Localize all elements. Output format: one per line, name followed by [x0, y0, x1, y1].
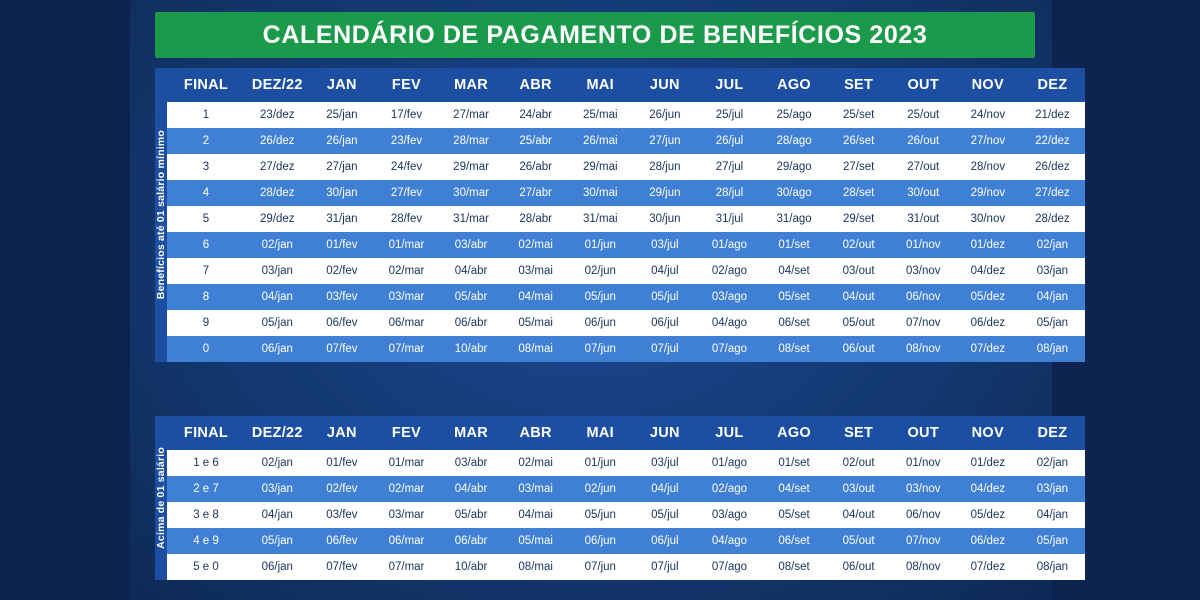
- row-final-digit: 3: [167, 154, 245, 180]
- payment-date-cell: 03/mar: [374, 502, 439, 528]
- payment-date-cell: 06/jun: [568, 528, 633, 554]
- payment-date-cell: 03/jan: [1020, 258, 1085, 284]
- payment-date-cell: 30/out: [891, 180, 956, 206]
- benefits-table-panel-1: [155, 68, 1070, 362]
- payment-date-cell: 03/mai: [503, 258, 568, 284]
- payment-date-cell: 06/jan: [245, 336, 310, 362]
- payment-date-cell: 01/fev: [310, 232, 375, 258]
- payment-date-cell: 02/jan: [245, 450, 310, 476]
- payment-date-cell: 28/fev: [374, 206, 439, 232]
- column-header: JUN: [633, 416, 698, 450]
- payment-date-cell: 25/mai: [568, 102, 633, 128]
- payment-date-cell: 05/out: [826, 528, 891, 554]
- payment-date-cell: 01/set: [762, 232, 827, 258]
- table-row: [167, 232, 1085, 258]
- payment-date-cell: 03/abr: [439, 450, 504, 476]
- payment-date-cell: 31/ago: [762, 206, 827, 232]
- payment-date-cell: 03/ago: [697, 502, 762, 528]
- table-row: [167, 206, 1085, 232]
- payment-date-cell: 02/fev: [310, 476, 375, 502]
- column-header: MAR: [439, 416, 504, 450]
- payment-date-cell: 01/ago: [697, 450, 762, 476]
- table-row: [167, 180, 1085, 206]
- payment-date-cell: 07/jul: [633, 336, 698, 362]
- payment-date-cell: 06/fev: [310, 310, 375, 336]
- column-header: MAI: [568, 68, 633, 102]
- payment-date-cell: 30/mar: [439, 180, 504, 206]
- payment-date-cell: 07/jun: [568, 336, 633, 362]
- table-row: [167, 502, 1085, 528]
- payment-date-cell: 01/set: [762, 450, 827, 476]
- payment-date-cell: 29/ago: [762, 154, 827, 180]
- payment-date-cell: 28/jun: [633, 154, 698, 180]
- payment-date-cell: 01/mar: [374, 450, 439, 476]
- table-row: [167, 102, 1085, 128]
- payment-date-cell: 28/abr: [503, 206, 568, 232]
- payment-date-cell: 07/nov: [891, 310, 956, 336]
- payment-date-cell: 01/dez: [956, 232, 1021, 258]
- payment-date-cell: 04/jan: [245, 502, 310, 528]
- payment-date-cell: 05/jul: [633, 284, 698, 310]
- table-row: [167, 154, 1085, 180]
- payment-date-cell: 28/dez: [245, 180, 310, 206]
- payment-date-cell: 04/mai: [503, 502, 568, 528]
- payment-date-cell: 02/ago: [697, 476, 762, 502]
- payment-date-cell: 06/abr: [439, 528, 504, 554]
- payment-date-cell: 28/set: [826, 180, 891, 206]
- payment-date-cell: 29/nov: [956, 180, 1021, 206]
- payment-date-cell: 07/fev: [310, 336, 375, 362]
- payment-date-cell: 05/jan: [1020, 528, 1085, 554]
- row-final-digit: 4: [167, 180, 245, 206]
- payment-date-cell: 10/abr: [439, 554, 504, 580]
- payment-date-cell: 05/jan: [1020, 310, 1085, 336]
- table-row: [167, 310, 1085, 336]
- payment-date-cell: 05/out: [826, 310, 891, 336]
- payment-date-cell: 26/jul: [697, 128, 762, 154]
- payment-date-cell: 08/nov: [891, 554, 956, 580]
- payment-date-cell: 02/ago: [697, 258, 762, 284]
- payment-date-cell: 04/jan: [1020, 502, 1085, 528]
- column-header: FINAL: [167, 416, 245, 450]
- payment-date-cell: 25/out: [891, 102, 956, 128]
- payment-date-cell: 30/ago: [762, 180, 827, 206]
- payment-date-cell: 04/out: [826, 502, 891, 528]
- payment-date-cell: 23/dez: [245, 102, 310, 128]
- payment-date-cell: 26/mai: [568, 128, 633, 154]
- payment-date-cell: 06/set: [762, 310, 827, 336]
- row-final-digit: 1 e 6: [167, 450, 245, 476]
- side-label-2: [155, 416, 167, 580]
- payment-date-cell: 07/ago: [697, 554, 762, 580]
- payment-date-cell: 31/out: [891, 206, 956, 232]
- payment-date-cell: 08/jan: [1020, 336, 1085, 362]
- payment-date-cell: 08/mai: [503, 554, 568, 580]
- payment-date-cell: 07/jun: [568, 554, 633, 580]
- payment-date-cell: 29/mai: [568, 154, 633, 180]
- payment-date-cell: 02/mar: [374, 258, 439, 284]
- table-2-head: [167, 416, 1085, 450]
- payment-date-cell: 26/out: [891, 128, 956, 154]
- payment-date-cell: 08/set: [762, 554, 827, 580]
- payment-date-cell: 01/nov: [891, 450, 956, 476]
- payment-date-cell: 06/fev: [310, 528, 375, 554]
- payment-date-cell: 29/dez: [245, 206, 310, 232]
- payment-date-cell: 26/set: [826, 128, 891, 154]
- payment-date-cell: 24/fev: [374, 154, 439, 180]
- table-1-body: [167, 102, 1085, 362]
- payment-date-cell: 07/fev: [310, 554, 375, 580]
- payment-date-cell: 08/jan: [1020, 554, 1085, 580]
- payment-date-cell: 07/dez: [956, 554, 1021, 580]
- payment-date-cell: 06/dez: [956, 528, 1021, 554]
- payment-date-cell: 03/jul: [633, 232, 698, 258]
- payment-date-cell: 05/jul: [633, 502, 698, 528]
- payment-date-cell: 02/mai: [503, 232, 568, 258]
- column-header: FEV: [374, 416, 439, 450]
- payment-date-cell: 27/mar: [439, 102, 504, 128]
- column-header: ABR: [503, 416, 568, 450]
- payment-date-cell: 04/set: [762, 476, 827, 502]
- row-final-digit: 5 e 0: [167, 554, 245, 580]
- column-header: SET: [826, 416, 891, 450]
- payment-date-cell: 26/jan: [310, 128, 375, 154]
- payment-date-cell: 27/jun: [633, 128, 698, 154]
- payment-date-cell: 03/jan: [245, 476, 310, 502]
- column-header: OUT: [891, 68, 956, 102]
- payment-date-cell: 06/out: [826, 336, 891, 362]
- payment-date-cell: 06/nov: [891, 502, 956, 528]
- row-final-digit: 4 e 9: [167, 528, 245, 554]
- row-final-digit: 3 e 8: [167, 502, 245, 528]
- payment-date-cell: 07/mar: [374, 336, 439, 362]
- payment-date-cell: 02/jan: [1020, 232, 1085, 258]
- row-final-digit: 5: [167, 206, 245, 232]
- column-header: MAR: [439, 68, 504, 102]
- payment-date-cell: 03/nov: [891, 258, 956, 284]
- column-header: FEV: [374, 68, 439, 102]
- payment-date-cell: 03/mar: [374, 284, 439, 310]
- payment-date-cell: 26/dez: [1020, 154, 1085, 180]
- table-row: [167, 528, 1085, 554]
- side-label-1-text: Benefícios até 01 salário mínimo: [155, 130, 167, 300]
- payment-date-cell: 28/mar: [439, 128, 504, 154]
- payment-date-cell: 30/jun: [633, 206, 698, 232]
- payment-date-cell: 23/fev: [374, 128, 439, 154]
- benefits-table-panel-2: [155, 416, 1069, 580]
- table-row: [167, 554, 1085, 580]
- payment-date-cell: 04/ago: [697, 310, 762, 336]
- column-header: SET: [826, 68, 891, 102]
- payment-date-cell: 26/abr: [503, 154, 568, 180]
- payment-date-cell: 06/jan: [245, 554, 310, 580]
- payment-date-cell: 28/jul: [697, 180, 762, 206]
- left-rail: [0, 0, 130, 600]
- payment-date-cell: 25/jan: [310, 102, 375, 128]
- payment-date-cell: 05/jan: [245, 310, 310, 336]
- payment-date-cell: 02/out: [826, 450, 891, 476]
- page-title: CALENDÁRIO DE PAGAMENTO DE BENEFÍCIOS 2023: [262, 20, 928, 49]
- payment-date-cell: 05/set: [762, 284, 827, 310]
- payment-date-cell: 05/mai: [503, 528, 568, 554]
- payment-date-cell: 05/dez: [956, 502, 1021, 528]
- payment-date-cell: 05/abr: [439, 502, 504, 528]
- payment-date-cell: 07/nov: [891, 528, 956, 554]
- payment-date-cell: 02/jan: [1020, 450, 1085, 476]
- payment-date-cell: 24/abr: [503, 102, 568, 128]
- table-row: [167, 128, 1085, 154]
- payment-date-cell: 08/set: [762, 336, 827, 362]
- payment-date-cell: 04/mai: [503, 284, 568, 310]
- payment-date-cell: 03/out: [826, 258, 891, 284]
- payment-date-cell: 25/abr: [503, 128, 568, 154]
- row-final-digit: 9: [167, 310, 245, 336]
- payment-table-2: [167, 416, 1085, 580]
- column-header: NOV: [956, 416, 1021, 450]
- table-2-body: [167, 450, 1085, 580]
- payment-date-cell: 04/jul: [633, 476, 698, 502]
- payment-date-cell: 04/dez: [956, 476, 1021, 502]
- payment-table-1: [167, 68, 1085, 362]
- payment-date-cell: 04/jan: [1020, 284, 1085, 310]
- payment-date-cell: 10/abr: [439, 336, 504, 362]
- payment-date-cell: 02/jan: [245, 232, 310, 258]
- payment-date-cell: 06/out: [826, 554, 891, 580]
- column-header: DEZ/22: [245, 68, 310, 102]
- payment-date-cell: 06/set: [762, 528, 827, 554]
- column-header: NOV: [956, 68, 1021, 102]
- payment-date-cell: 02/mar: [374, 476, 439, 502]
- payment-date-cell: 03/abr: [439, 232, 504, 258]
- payment-date-cell: 05/jan: [245, 528, 310, 554]
- row-final-digit: 8: [167, 284, 245, 310]
- payment-date-cell: 08/nov: [891, 336, 956, 362]
- payment-date-cell: 01/dez: [956, 450, 1021, 476]
- payment-date-cell: 17/fev: [374, 102, 439, 128]
- side-label-2-text: Acima de 01 salário: [155, 447, 167, 549]
- payment-date-cell: 31/mar: [439, 206, 504, 232]
- payment-date-cell: 04/abr: [439, 476, 504, 502]
- payment-date-cell: 31/mai: [568, 206, 633, 232]
- table-row: [167, 336, 1085, 362]
- table-1-head: [167, 68, 1085, 102]
- payment-date-cell: 05/jun: [568, 502, 633, 528]
- table-row: [167, 284, 1085, 310]
- table-row: [167, 476, 1085, 502]
- column-header: AGO: [762, 416, 827, 450]
- payment-date-cell: 01/nov: [891, 232, 956, 258]
- title-banner: [155, 12, 1035, 58]
- payment-date-cell: 03/ago: [697, 284, 762, 310]
- payment-date-cell: 25/ago: [762, 102, 827, 128]
- row-final-digit: 1: [167, 102, 245, 128]
- payment-date-cell: 25/jul: [697, 102, 762, 128]
- payment-date-cell: 31/jul: [697, 206, 762, 232]
- payment-date-cell: 06/jun: [568, 310, 633, 336]
- payment-date-cell: 07/mar: [374, 554, 439, 580]
- payment-date-cell: 04/abr: [439, 258, 504, 284]
- payment-date-cell: 05/abr: [439, 284, 504, 310]
- column-header: JAN: [310, 416, 375, 450]
- payment-date-cell: 27/nov: [956, 128, 1021, 154]
- column-header: FINAL: [167, 68, 245, 102]
- payment-date-cell: 28/nov: [956, 154, 1021, 180]
- row-final-digit: 0: [167, 336, 245, 362]
- payment-date-cell: 02/out: [826, 232, 891, 258]
- payment-date-cell: 21/dez: [1020, 102, 1085, 128]
- payment-date-cell: 05/dez: [956, 284, 1021, 310]
- payment-date-cell: 04/out: [826, 284, 891, 310]
- table-row: [167, 258, 1085, 284]
- payment-date-cell: 27/set: [826, 154, 891, 180]
- payment-date-cell: 03/nov: [891, 476, 956, 502]
- payment-date-cell: 29/jun: [633, 180, 698, 206]
- payment-date-cell: 03/fev: [310, 502, 375, 528]
- payment-date-cell: 25/set: [826, 102, 891, 128]
- payment-date-cell: 26/jun: [633, 102, 698, 128]
- calendar-stage: [130, 0, 1070, 600]
- row-final-digit: 2: [167, 128, 245, 154]
- payment-date-cell: 27/dez: [245, 154, 310, 180]
- payment-date-cell: 04/ago: [697, 528, 762, 554]
- side-label-1: [155, 68, 167, 362]
- payment-date-cell: 28/ago: [762, 128, 827, 154]
- payment-date-cell: 04/jan: [245, 284, 310, 310]
- payment-date-cell: 02/jun: [568, 476, 633, 502]
- payment-date-cell: 06/nov: [891, 284, 956, 310]
- column-header: JUL: [697, 68, 762, 102]
- payment-date-cell: 22/dez: [1020, 128, 1085, 154]
- payment-date-cell: 03/out: [826, 476, 891, 502]
- column-header: AGO: [762, 68, 827, 102]
- payment-date-cell: 28/dez: [1020, 206, 1085, 232]
- column-header: OUT: [891, 416, 956, 450]
- payment-date-cell: 30/mai: [568, 180, 633, 206]
- payment-date-cell: 06/mar: [374, 310, 439, 336]
- payment-date-cell: 06/mar: [374, 528, 439, 554]
- payment-date-cell: 27/dez: [1020, 180, 1085, 206]
- payment-date-cell: 03/mai: [503, 476, 568, 502]
- payment-date-cell: 30/nov: [956, 206, 1021, 232]
- row-final-digit: 6: [167, 232, 245, 258]
- payment-date-cell: 01/jun: [568, 232, 633, 258]
- payment-date-cell: 03/jan: [245, 258, 310, 284]
- payment-date-cell: 04/dez: [956, 258, 1021, 284]
- payment-date-cell: 26/dez: [245, 128, 310, 154]
- payment-date-cell: 01/ago: [697, 232, 762, 258]
- payment-date-cell: 02/fev: [310, 258, 375, 284]
- payment-date-cell: 01/fev: [310, 450, 375, 476]
- column-header: JAN: [310, 68, 375, 102]
- row-final-digit: 7: [167, 258, 245, 284]
- payment-date-cell: 08/mai: [503, 336, 568, 362]
- column-header: MAI: [568, 416, 633, 450]
- column-header: JUL: [697, 416, 762, 450]
- table-1-header-row: [167, 68, 1085, 102]
- payment-date-cell: 29/set: [826, 206, 891, 232]
- payment-date-cell: 07/jul: [633, 554, 698, 580]
- payment-date-cell: 27/jan: [310, 154, 375, 180]
- payment-date-cell: 03/jul: [633, 450, 698, 476]
- payment-date-cell: 31/jan: [310, 206, 375, 232]
- payment-date-cell: 07/ago: [697, 336, 762, 362]
- payment-date-cell: 27/jul: [697, 154, 762, 180]
- table-row: [167, 450, 1085, 476]
- column-header: JUN: [633, 68, 698, 102]
- table-2-header-row: [167, 416, 1085, 450]
- payment-date-cell: 05/mai: [503, 310, 568, 336]
- payment-date-cell: 03/jan: [1020, 476, 1085, 502]
- payment-date-cell: 05/jun: [568, 284, 633, 310]
- payment-date-cell: 03/fev: [310, 284, 375, 310]
- payment-date-cell: 07/dez: [956, 336, 1021, 362]
- payment-date-cell: 24/nov: [956, 102, 1021, 128]
- payment-date-cell: 27/abr: [503, 180, 568, 206]
- payment-date-cell: 27/out: [891, 154, 956, 180]
- payment-date-cell: 29/mar: [439, 154, 504, 180]
- payment-date-cell: 06/abr: [439, 310, 504, 336]
- payment-date-cell: 02/mai: [503, 450, 568, 476]
- payment-date-cell: 04/jul: [633, 258, 698, 284]
- payment-date-cell: 06/dez: [956, 310, 1021, 336]
- column-header: DEZ: [1020, 68, 1085, 102]
- payment-date-cell: 04/set: [762, 258, 827, 284]
- payment-date-cell: 01/jun: [568, 450, 633, 476]
- row-final-digit: 2 e 7: [167, 476, 245, 502]
- payment-date-cell: 05/set: [762, 502, 827, 528]
- payment-date-cell: 27/fev: [374, 180, 439, 206]
- payment-date-cell: 06/jul: [633, 528, 698, 554]
- payment-date-cell: 06/jul: [633, 310, 698, 336]
- payment-date-cell: 02/jun: [568, 258, 633, 284]
- column-header: DEZ: [1020, 416, 1085, 450]
- payment-date-cell: 30/jan: [310, 180, 375, 206]
- payment-date-cell: 01/mar: [374, 232, 439, 258]
- column-header: DEZ/22: [245, 416, 310, 450]
- column-header: ABR: [503, 68, 568, 102]
